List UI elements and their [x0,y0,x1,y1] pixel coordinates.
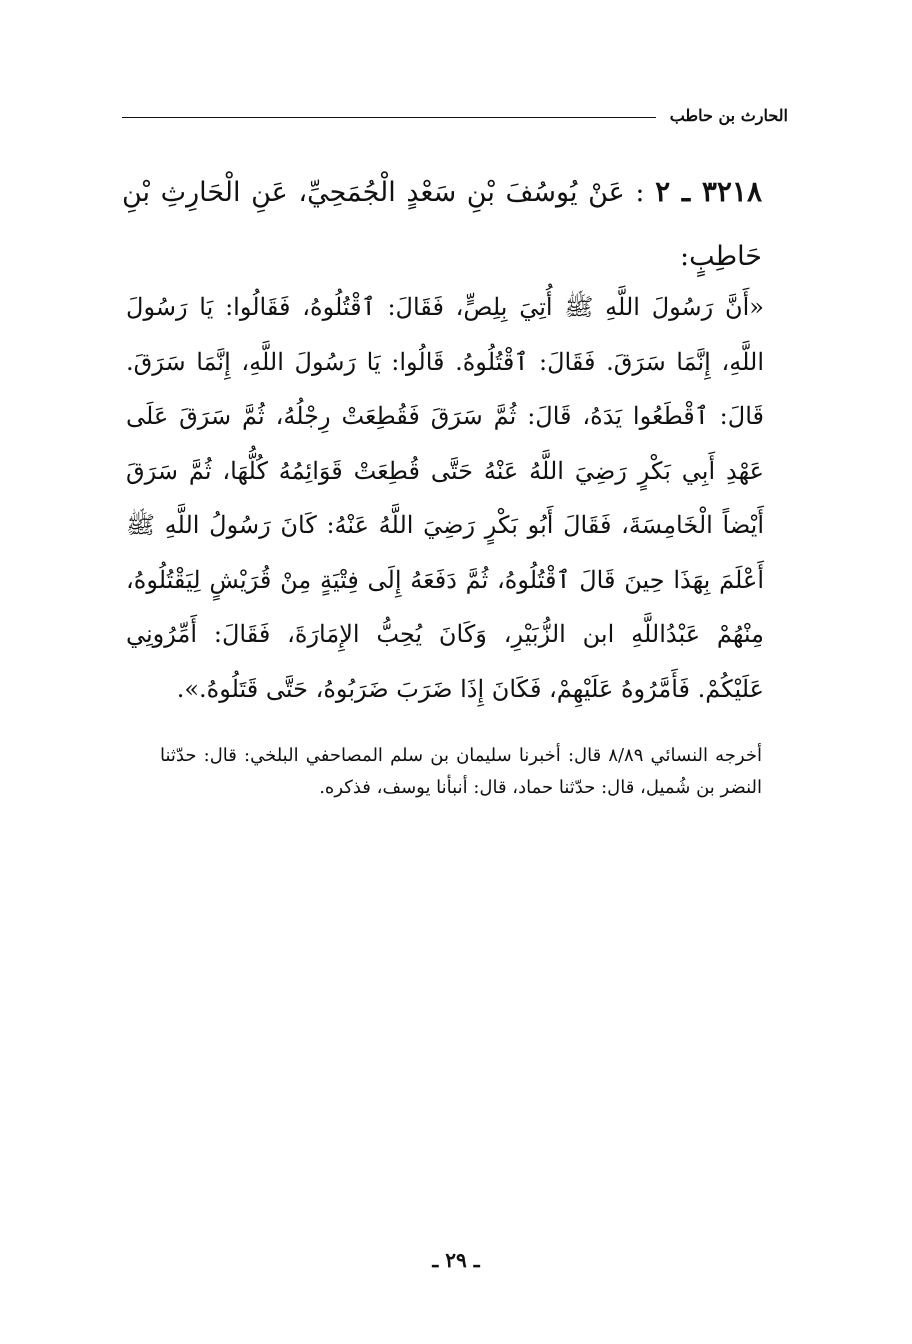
header-title: الحارث بن حاطب [669,106,788,125]
running-header [122,96,788,126]
hadith-number: ٣٢١٨ ـ ٢ [655,175,762,208]
hadith-chain: : عَنْ يُوسُفَ بْنِ سَعْدٍ الْجُمَحِيِّ، عَنِ الْحَارِثِ بْنِ حَاطِبٍ: [122,177,762,272]
page-number: ـ ٢٩ ـ [432,1248,480,1272]
footnote: أخرجه النسائي ٨/٨٩ قال: أخبرنا سليمان بن سلم المصاحفي البلخي: قال: حدّثنا النضر بن شُميل، قال: حدّثنا حماد، قال: أنبأنا يوسف، فذكره. [160,745,762,798]
header-rule [122,117,656,118]
hadith-heading [122,160,762,289]
hadith-text: «أَنَّ رَسُولَ اللَّهِ ﷺ أُتِيَ بِلِصٍّ، فَقَالَ: ٱقْتُلُوهُ، فَقَالُوا: يَا رَسُولَ اللَّهِ، إِنَّمَا سَرَقَ. فَقَالَ: ٱقْتُلُوهُ. قَالُوا: يَا رَسُولَ اللَّهِ، إِنَّمَا سَرَقَ. قَالَ: ٱقْطَعُوا يَدَهُ، قَالَ: ثُمَّ سَرَقَ فَقُطِعَتْ رِجْلُهُ، ثُمَّ سَرَقَ عَلَى عَهْدِ أَبِي بَكْرٍ رَضِيَ اللَّهُ عَنْهُ حَتَّى قُطِعَتْ قَوَائِمُهُ كُلُّهَا، ثُمَّ سَرَقَ أَيْضاً الْخَامِسَةَ، فَقَالَ أَبُو بَكْرٍ رَضِيَ اللَّهُ عَنْهُ: كَانَ رَسُولُ اللَّهِ ﷺ أَعْلَمَ بِهَذَا حِينَ قَالَ ٱقْتُلُوهُ، ثُمَّ دَفَعَهُ إِلَى فِتْيَةٍ مِنْ قُرَيْشٍ لِيَقْتُلُوهُ، مِنْهُمْ عَبْدُاللَّهِ ابن الزُّبَيْرِ، وَكَانَ يُحِبُّ الإِمَارَةَ، فَقَالَ: أَمِّرُونِي عَلَيْكُمْ. فَأَمَّرُوهُ عَلَيْهِمْ، فَكَانَ إِذَا ضَرَبَ ضَرَبُوهُ، حَتَّى قَتَلُوهُ.». [126,293,764,703]
